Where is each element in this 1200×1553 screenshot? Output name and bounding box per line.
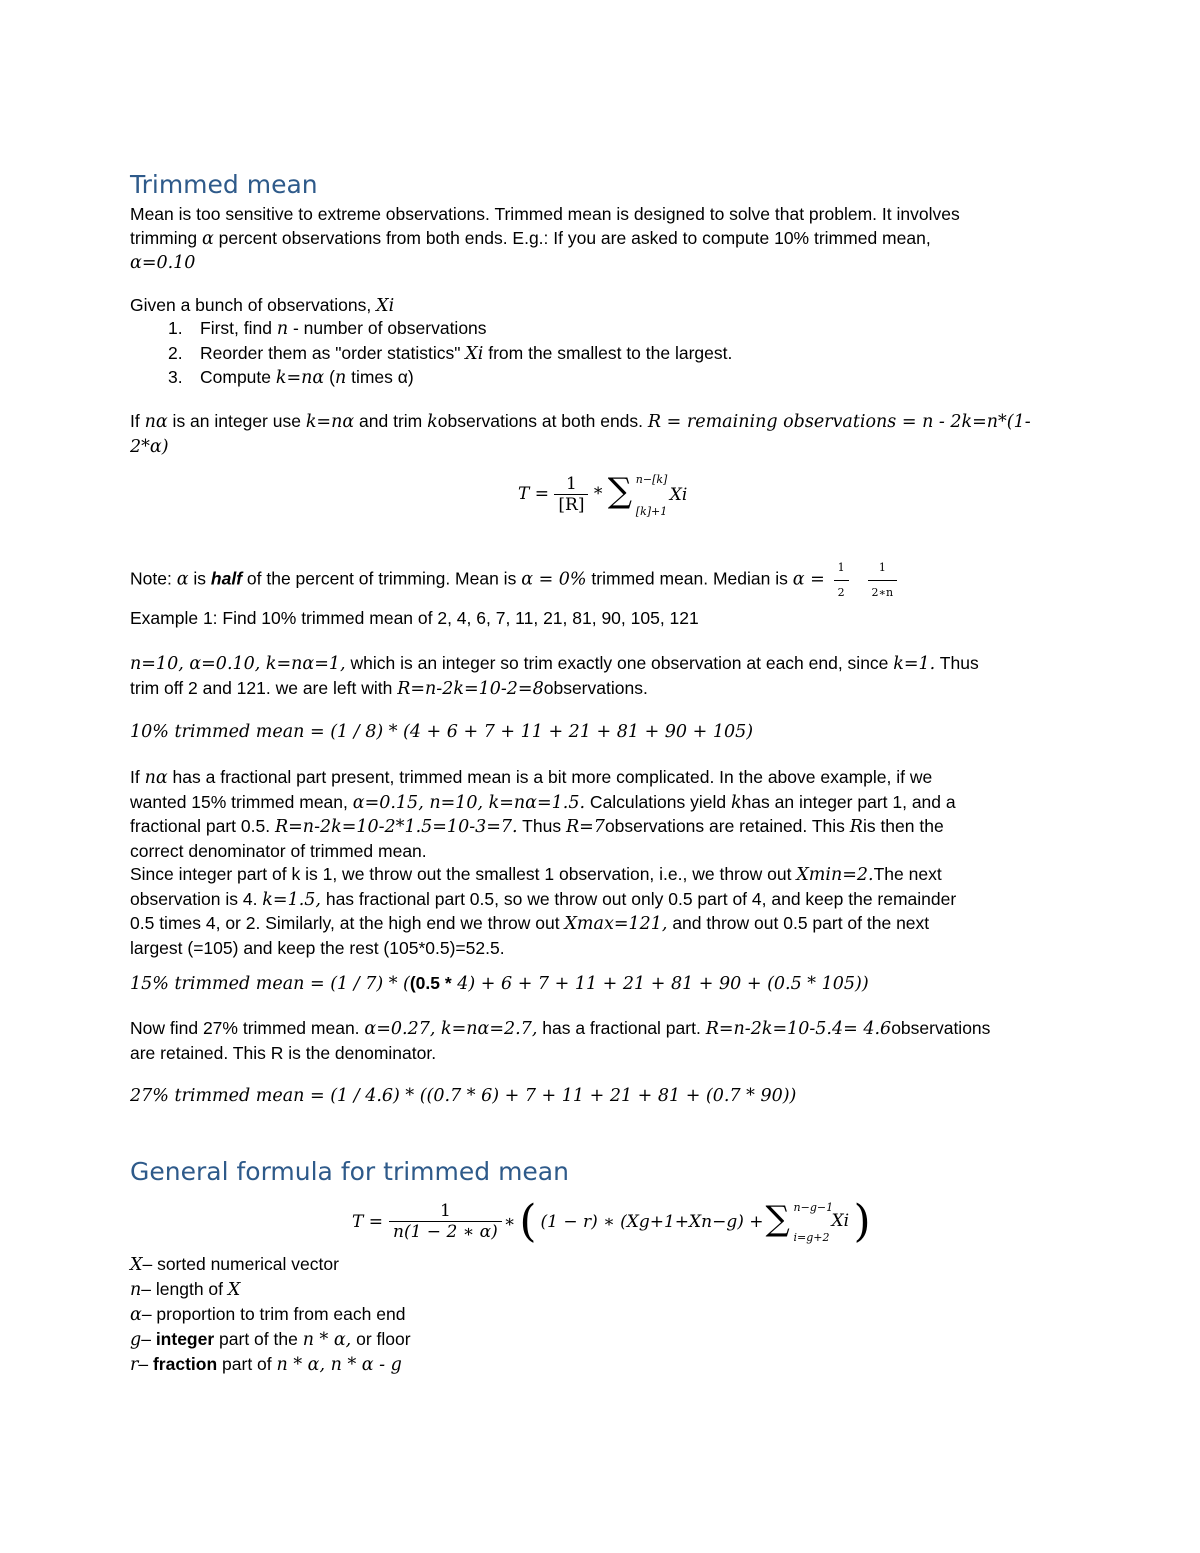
text: Thus <box>517 816 566 836</box>
list-number: 2. <box>168 342 183 363</box>
text: has a fractional part. <box>537 1018 706 1038</box>
var-symbol: n <box>130 1280 142 1300</box>
var-desc: – proportion to trim from each end <box>141 1304 406 1324</box>
math: α = <box>792 569 825 590</box>
text: Since integer part of k is 1, we throw out the smallest 1 observation, i.e., we throw out <box>130 864 797 884</box>
step-math: n <box>334 368 347 388</box>
formula-15-percent <box>130 972 1090 997</box>
var-desc: part of <box>217 1354 277 1374</box>
text: largest (=105) and keep the rest (105*0.5)=52.5. <box>130 937 505 958</box>
example1-title: Example 1: Find 10% trimmed mean of 2, 4, 6, 7, 11, 21, 81, 90, 105, 121 <box>130 608 699 628</box>
general-formula <box>352 1196 871 1247</box>
text: observations. <box>543 677 648 698</box>
list-item <box>130 342 732 367</box>
list-item <box>130 1352 411 1377</box>
fraction-numerator: 1 <box>439 1201 451 1221</box>
sum-upper-limit: n−[k] <box>635 472 668 486</box>
given-line <box>130 294 1090 319</box>
var-desc: or floor <box>351 1329 411 1349</box>
math: Xmax=121, <box>564 914 668 934</box>
formula-body: (1 − r) ∗ ( <box>540 1211 627 1232</box>
plus-sign: + <box>674 1211 690 1232</box>
var-symbol: r <box>130 1355 139 1375</box>
step-math: k=nα <box>275 368 325 388</box>
step-text: Compute <box>200 367 276 387</box>
text: is an integer use <box>167 411 306 431</box>
fraction-half <box>834 556 849 604</box>
step-text: First, find <box>200 318 277 338</box>
var-desc: – sorted numerical vector <box>142 1254 339 1274</box>
var-desc: – <box>138 1354 153 1374</box>
math: R=7 <box>565 817 605 837</box>
text: observations are retained. This <box>604 816 850 836</box>
fraction <box>554 474 588 515</box>
var-symbol: α <box>130 1305 142 1325</box>
big-left-paren: ( <box>519 1196 537 1247</box>
math: Xmin=2. <box>796 865 874 885</box>
fraction <box>389 1201 502 1242</box>
list-item <box>130 1302 411 1327</box>
text: Note: <box>130 568 177 589</box>
math: k <box>730 792 742 813</box>
text: If <box>130 767 145 787</box>
step-text: ( <box>324 367 335 387</box>
section-title-general-formula: General formula for trimmed mean <box>130 1157 569 1186</box>
given-text: Given a bunch of observations, <box>130 295 377 315</box>
list-number: 3. <box>168 367 183 387</box>
trimmed-mean-formula <box>518 470 688 518</box>
text: Calculations yield <box>585 791 731 812</box>
math: α <box>176 569 189 590</box>
math: R=n-2k=10-5.4= 4.6 <box>705 1019 892 1039</box>
list-item <box>130 1327 411 1352</box>
summation <box>764 1199 852 1245</box>
fraction-denominator: n(1 − 2 ∗ α) <box>393 1222 498 1242</box>
step-text: Reorder them as "order statistics" <box>200 342 466 363</box>
text: has an integer part 1, and a <box>741 791 956 812</box>
text: Thus <box>935 653 979 673</box>
math: α=0.15, n=10, k=nα=1.5. <box>352 792 586 813</box>
text: which is an integer so trim exactly one observation at each end, since <box>345 653 894 673</box>
text: observation is 4. <box>130 888 263 909</box>
var-symbol: g <box>130 1330 142 1350</box>
formula-bold: (0.5 * <box>409 973 452 993</box>
var-desc: – length of <box>141 1279 228 1299</box>
math: nα <box>144 412 168 432</box>
var-desc: – <box>141 1329 156 1349</box>
intro-paragraph <box>130 203 1090 276</box>
sigma-symbol: ∑ <box>765 1198 790 1239</box>
intro-line2-end: percent observations from both ends. E.g.: If you are asked to compute 10% trimmed mean, <box>213 227 931 248</box>
alpha-value: α=0.10 <box>130 253 196 273</box>
text: of the percent of trimming. Mean is <box>242 568 522 589</box>
variable-definitions <box>130 1252 411 1377</box>
sum-upper-limit: n−g−1 <box>793 1200 834 1214</box>
fraction-denominator: [R] <box>558 495 585 515</box>
math: k=1. <box>893 654 936 674</box>
var-math: n * α, n * α - g <box>276 1355 402 1375</box>
fractional-paragraph <box>130 766 1090 960</box>
fraction-numerator: 1 <box>878 561 886 574</box>
math: R = remaining observations = n - 2k=n*(1- <box>647 412 1031 432</box>
var-symbol: X <box>130 1255 143 1275</box>
math: α = 0% <box>521 569 587 590</box>
step-math: Xi <box>465 343 484 364</box>
var-desc: part of the <box>214 1329 303 1349</box>
example1-formula: 10% trimmed mean = (1 / 8) * (4 + 6 + 7 + 11 + 21 + 81 + 90 + 105) <box>130 722 754 742</box>
fraction-denominator: 2 <box>837 585 845 599</box>
example27-paragraph <box>130 1017 1090 1065</box>
list-number: 1. <box>168 318 183 338</box>
list-item <box>130 366 732 391</box>
text: observations at both ends. <box>437 411 648 431</box>
text: and throw out 0.5 part of the next <box>667 913 930 933</box>
sum-term: Xi <box>669 484 688 505</box>
text: is then the <box>862 816 944 836</box>
var-bold: fraction <box>152 1354 218 1374</box>
formula-text: 15% trimmed mean = (1 / 7) * ( <box>130 974 410 994</box>
note-paragraph <box>130 556 1090 604</box>
text: trimmed mean. Median is <box>586 568 793 589</box>
sum-term: Xi <box>831 1210 850 1231</box>
times-sign: * <box>593 484 603 504</box>
text: has fractional part 0.5, so we throw out only 0.5 part of 4, and keep the remainder <box>320 888 957 909</box>
text: observations <box>891 1018 991 1038</box>
fraction-denominator: 2∗n <box>871 585 894 599</box>
text: Now find 27% trimmed mean. <box>130 1018 365 1038</box>
var-math: n * α, <box>302 1330 352 1350</box>
list-item <box>130 317 732 342</box>
section-title-trimmed-mean: Trimmed mean <box>130 170 318 199</box>
text: The next <box>873 864 942 884</box>
alpha-symbol: α <box>201 228 214 249</box>
fraction-numerator: 1 <box>837 561 845 574</box>
text: wanted 15% trimmed mean, <box>130 791 353 812</box>
math: R=n-2k=10-2=8 <box>397 678 544 699</box>
text: trim off 2 and 121. we are left with <box>130 677 398 698</box>
fraction-numerator: 1 <box>566 474 577 494</box>
text: are retained. This R is the denominator. <box>130 1042 437 1063</box>
math: nα <box>144 768 168 788</box>
example1-paragraph <box>130 652 1090 701</box>
formula-body: ) + <box>737 1211 764 1232</box>
text: correct denominator of trimmed mean. <box>130 840 427 861</box>
math: R <box>849 817 863 837</box>
sum-lower-limit: [k]+1 <box>635 504 668 518</box>
math: k=nα <box>305 412 355 432</box>
math: R=n-2k=10-2*1.5=10-3=7. <box>274 817 518 837</box>
math: n=10, α=0.10, k=nα=1, <box>130 654 346 674</box>
step-text: times α) <box>346 367 414 387</box>
formula-27-percent: 27% trimmed mean = (1 / 4.6) * ((0.7 * 6) + 7 + 11 + 21 + 81 + (0.7 * 90)) <box>130 1086 797 1106</box>
var-bold: integer <box>155 1329 215 1349</box>
math: 2*α) <box>130 436 169 457</box>
times-sign: ∗ <box>503 1211 516 1232</box>
steps-list <box>130 317 732 391</box>
math: k <box>427 412 438 432</box>
text: fractional part 0.5. <box>130 816 275 836</box>
integer-case-paragraph <box>130 410 1090 459</box>
emphasis-half: half <box>210 568 243 589</box>
formula-lhs: T = <box>518 484 549 504</box>
step-text: from the smallest to the largest. <box>483 342 733 363</box>
x-n-minus-g: Xn−g <box>689 1211 738 1232</box>
intro-line1: Mean is too sensitive to extreme observations. Trimmed mean is designed to solve that problem. It involves <box>130 204 960 224</box>
xi-symbol: Xi <box>376 296 395 316</box>
list-item <box>130 1252 411 1277</box>
fraction-one-over-2n <box>868 556 898 604</box>
math: α=0.27, k=nα=2.7, <box>364 1019 538 1039</box>
sigma-symbol: ∑ <box>607 470 633 511</box>
text: 0.5 times 4, or 2. Similarly, at the high end we throw out <box>130 913 565 933</box>
summation <box>607 470 688 518</box>
list-item <box>130 1277 411 1302</box>
text: and trim <box>354 411 428 431</box>
step-text: - number of observations <box>288 318 487 338</box>
text: is <box>188 568 211 589</box>
big-right-paren: ) <box>853 1196 871 1247</box>
text: has a fractional part present, trimmed mean is a bit more complicated. In the above example, if we <box>167 767 933 787</box>
x-g-plus-1: Xg+1 <box>626 1211 675 1232</box>
var-math: X <box>227 1280 241 1300</box>
formula-lhs: T = <box>352 1211 383 1232</box>
step-math: n <box>276 319 289 339</box>
sum-lower-limit: i=g+2 <box>793 1230 830 1244</box>
formula-text: 4) + 6 + 7 + 11 + 21 + 81 + 90 + (0.5 * 105)) <box>451 974 869 994</box>
math: k=1.5, <box>262 889 321 910</box>
intro-line2-start: trimming <box>130 227 202 248</box>
text: If <box>130 411 145 431</box>
